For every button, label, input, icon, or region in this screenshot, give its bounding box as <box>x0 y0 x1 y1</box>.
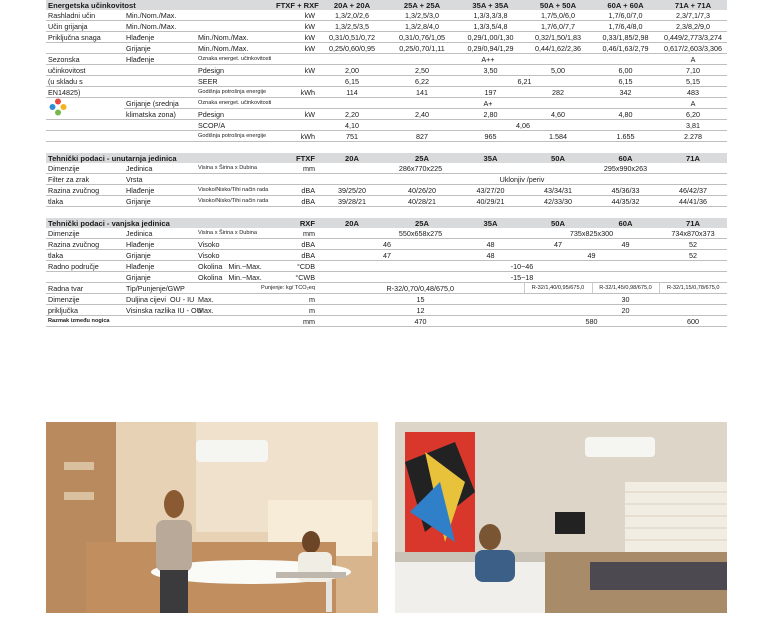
table-row: Razina zvučnog Hlađenje Visoko dBA 46 48 47 49 52 <box>46 239 727 250</box>
table-row: Dimenzije Duljina cijevi OU - IU Max. m 15 30 <box>46 294 727 305</box>
section-title: Energetska učinkovitost <box>46 0 274 10</box>
table-row: Grijanje (srednja Oznaka energet. učinkovitosti A+ A <box>46 98 727 109</box>
table-row: učinkovitost Pdesign kW 2,00 2,50 3,50 5,00 6,00 7,10 <box>46 65 727 76</box>
table-row: tlaka Grijanje Visoko dBA 47 48 49 52 <box>46 250 727 261</box>
tv <box>555 512 585 534</box>
table-row: Razmak između nogica mm 470 580 600 <box>46 316 727 327</box>
energy-efficiency-table <box>46 0 727 142</box>
icon-dot-yellow <box>61 104 67 110</box>
table-row: EN14825) Godišnja potrošnja energije kWh 114 141 197 282 342 483 <box>46 87 727 98</box>
table-row: Sezonska Hlađenje Oznaka energet. učinkovitosti A++ A <box>46 54 727 65</box>
table-row: Rashladni učin Min./Nom./Max. kW 1,3/2,0/2,6 1,3/2,5/3,0 1,3/3,3/3,8 1,7/5,0/6,0 1,7/6,0/7,0 2,3/7,1/7,3 <box>46 10 727 21</box>
table-row: Priključna snaga Hlađenje Min./Nom./Max. kW 0,31/0,51/0,72 0,31/0,76/1,05 0,29/1,00/1,30 0,32/1,50/1,83 0,33/1,85/2,98 0,449/2,773/3,274 <box>46 32 727 43</box>
table-row: Grijanje Okolina Min.~Max. °CWB -15~18 <box>46 272 727 283</box>
table-row: (u skladu s SEER 6,15 6,22 6,21 6,15 5,15 <box>46 76 727 87</box>
ac-unit <box>585 437 655 457</box>
outdoor-unit-table <box>46 218 727 327</box>
table-row: Godišnja potrošnja energije kWh 751 827 965 1.584 1.655 2.278 <box>46 131 727 142</box>
table-header: Tehnički podaci - unutarnja jedinica FTXF 20A 25A 35A 50A 60A 71A <box>46 153 727 163</box>
table-row: Filter za zrak Vrsta Uklonjiv /periv <box>46 174 727 185</box>
bedroom-scene-image <box>395 422 727 613</box>
spec-sheet <box>46 0 727 327</box>
table-row: Radna tvar Tip/Punjenje/GWP Punjenje: kg/ TCO₂eq R-32/0,70/0,48/675,0 R-32/1,40/0,95/675,0 R-32/1,45/0,98/675,0 R-32/1,15/0,78/675,0 <box>46 283 727 294</box>
energy-icon <box>48 98 68 116</box>
table-row: Radno područje Hlađenje Okolina Min.~Max. °CDB -10~46 <box>46 261 727 272</box>
icon-dot-green <box>55 110 61 116</box>
icon-dot-red <box>55 99 61 105</box>
table-row: SCOP/A 4,10 4,06 3,81 <box>46 120 727 131</box>
ac-unit <box>196 440 268 462</box>
table-row: Grijanje Min./Nom./Max. kW 0,25/0,60/0,95 0,25/0,70/1,11 0,29/0,94/1,29 0,44/1,62/2,36 0,46/1,63/2,79 0,617/2,603/3,306 <box>46 43 727 54</box>
table-row: tlaka Grijanje Visoko/Nisko/Tihi način rada dBA 39/28/21 40/28/21 40/29/21 42/33/30 44/35/32 44/41/36 <box>46 196 727 207</box>
bed <box>395 562 545 613</box>
kitchen-photo <box>46 422 378 613</box>
kitchen-scene-image <box>46 422 378 613</box>
indoor-unit-table <box>46 153 727 207</box>
table-header: Tehnički podaci - vanjska jedinica RXF 20A 25A 35A 50A 60A 71A <box>46 218 727 228</box>
table-header: Energetska učinkovitost FTXF + RXF 20A + 20A 25A + 25A 35A + 35A 50A + 50A 60A + 60A 71A + 71A <box>46 0 727 10</box>
table-row: klimatska zona) Pdesign kW 2,20 2,40 2,80 4,60 4,80 6,20 <box>46 109 727 120</box>
table-row: priključka Visinska razlika IU - OU Max. m 12 20 <box>46 305 727 316</box>
table-row: Učin grijanja Min./Nom./Max. kW 1,3/2,5/3,5 1,3/2,8/4,0 1,3/3,5/4,8 1,7/6,0/7,7 1,7/6,4/8,0 2,3/8,2/9,0 <box>46 21 727 32</box>
table-row: Razina zvučnog Hlađenje Visoko/Nisko/Tihi način rada dBA 39/25/20 40/26/20 43/27/20 43/34/31 45/36/33 46/42/37 <box>46 185 727 196</box>
bedroom-photo <box>395 422 727 613</box>
model-label: FTXF + RXF <box>276 0 319 10</box>
icon-dot-blue <box>50 104 56 110</box>
table-row: Dimenzije Jedinica Visina x Širina x Dubina mm 550x658x275 735x825x300 734x870x373 <box>46 228 727 239</box>
window-blinds <box>625 482 727 557</box>
table-row: Dimenzije Jedinica Visina x Širina x Dubina mm 286x770x225 295x990x263 <box>46 163 727 174</box>
